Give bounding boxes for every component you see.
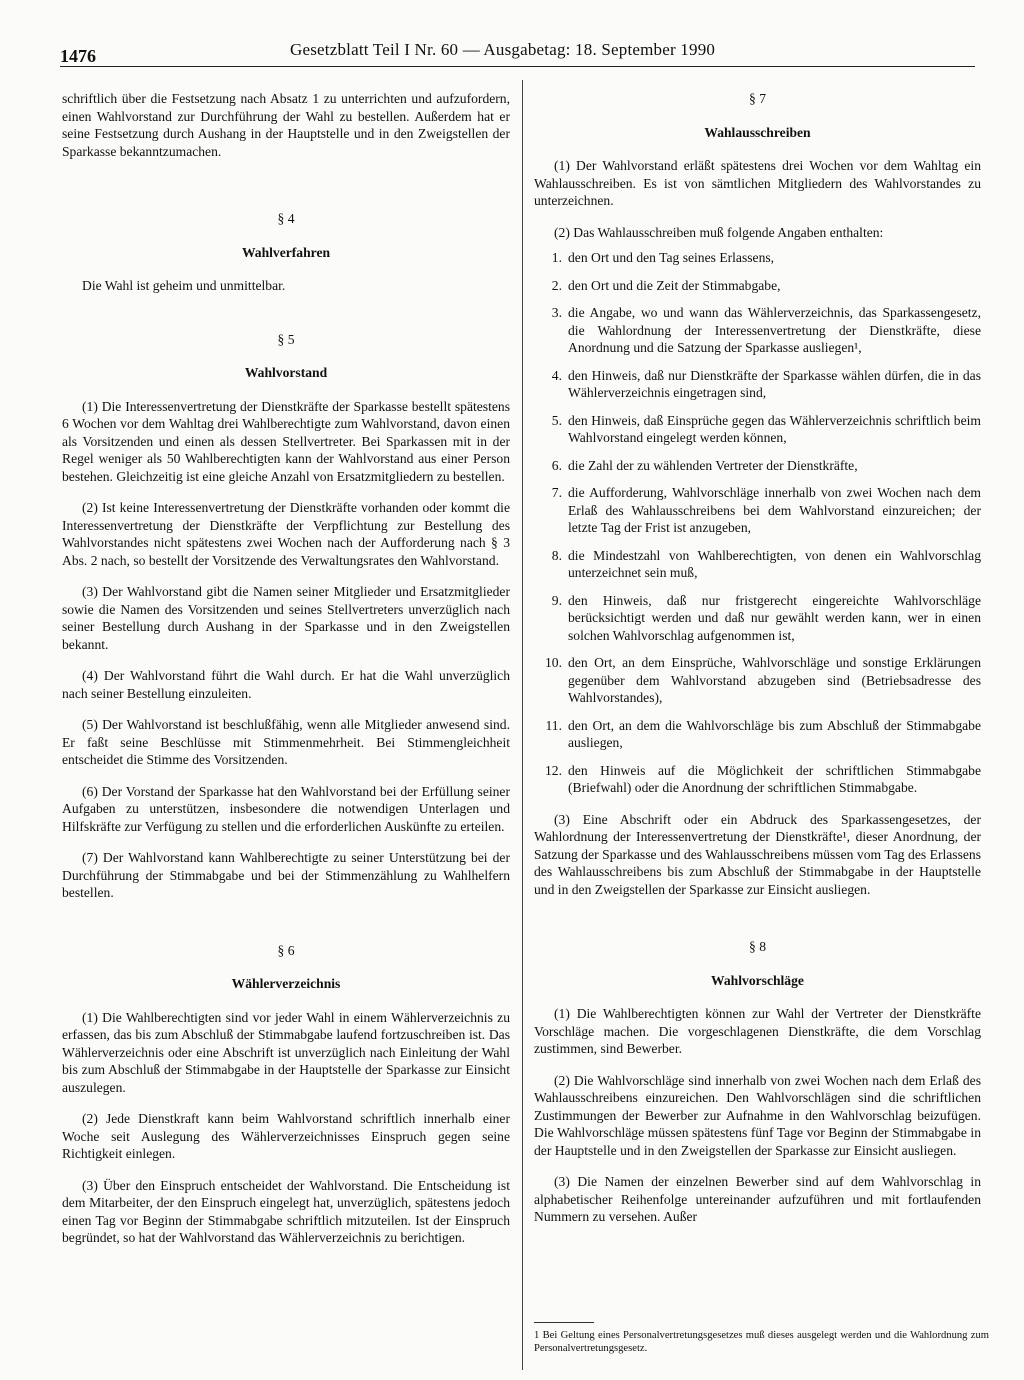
page-header [60, 40, 975, 68]
list-item-text: den Hinweis auf die Möglichkeit der schriftlichen Stimmabgabe (Briefwahl) oder die Anordnung der schriftlichen Stimmabgabe. [568, 762, 981, 795]
list-item-number: 4. [551, 367, 562, 383]
section-8-paragraph-3: (3) Die Namen der einzelnen Bewerber sind auf dem Wahlvorschlag in alphabetischer Reihenfolge untereinander aufzuführen und mit fortlaufenden Nummern zu versehen. Außer [534, 1174, 981, 1224]
section-5-paragraph-2: (2) Ist keine Interessenvertretung der Dienstkräfte vorhanden oder kommt die Interessenvertretung der Dienstkräfte der Verpflichtung zur Bestellung des Wahlvorstandes nicht spätestens zwei Wochen nach der Aufforderung nach § 3 Abs. 2 nach, so bestellt der Vorsitzende des Verwaltungsrates den Wahlvorstand. [62, 500, 510, 568]
section-6-paragraph-1: (1) Die Wahlberechtigten sind vor jeder Wahl in einem Wählerverzeichnis zu erfassen, das bis zum Abschluß der Stimmabgabe laufend fortzuschreiben ist. Das Wählerverzeichnis oder eine Abschrift ist unverzüglich nach Einleitung der Wahl bis zum Abschluß der Stimmabgabe in der Hauptstelle der Sparkasse zur Einsicht auszulegen. [62, 1009, 510, 1095]
section-8-paragraph-2: (2) Die Wahlvorschläge sind innerhalb von zwei Wochen nach dem Erlaß des Wahlausschreibens einzureichen. Den Wahlvorschlägen sind die schriftlichen Zustimmungen der Bewerber zur Aufnahme in den Wahlvorschlag beizufügen. Die Wahlvorschläge müssen spätestens fünf Tage vor Beginn der Stimmabgabe in der Hauptstelle und in den Zweigstellen der Sparkasse zur Einsicht ausliegen. [534, 1072, 981, 1158]
list-item-text: den Hinweis, daß nur fristgerecht eingereichte Wahlvorschläge berücksichtigt werden und daß nur gewählt werden kann, wer in einen solchen Wahlvorschlag aufgenommen ist, [568, 592, 981, 643]
footnote [534, 1322, 989, 1355]
list-item-number: 1. [551, 250, 562, 265]
section-8-title: Wahlvorschläge [711, 972, 804, 988]
list-item [534, 547, 981, 582]
list-item-text: die Angabe, wo und wann das Wählerverzeichnis, das Sparkassengesetz, die Wahlordnung der Interessenvertretung der Dienstkräfte, diese Anordnung und die Satzung der Sparkasse ausliegen¹, [568, 305, 981, 355]
section-5-paragraph-1: (1) Die Interessenvertretung der Dienstkräfte der Sparkasse bestellt spätestens 6 Wochen vor dem Wahltag drei Wahlberechtigte zum Wahlvorstand, davon einen als Vorsitzenden und einen als dessen Stellvertreter. Bei Sparkassen mit in der Regel weniger als 50 Wahlberechtigten kann der Wahlvorstand aus einer Person bestehen. Gleichzeitig ist eine gleiche Anzahl von Ersatzmitgliedern zu bestellen. [62, 398, 510, 484]
section-7-list [534, 249, 981, 797]
list-item-text: den Ort, an dem die Wahlvorschläge bis zum Abschluß der Stimmabgabe ausliegen, [568, 717, 981, 750]
intro-paragraph: schriftlich über die Festsetzung nach Absatz 1 zu unterrichten und aufzufordern, einen Wahlvorstand zur Durchführung der Wahl zu bestellen. Außerdem hat er seine Festsetzung durch Aushang in der Hauptstelle und in den Zweigstellen der Sparkasse bekanntzumachen. [62, 91, 510, 159]
section-5-paragraph-4: (4) Der Wahlvorstand führt die Wahl durch. Er hat die Wahl unverzüglich nach seiner Bestellung einzuleiten. [62, 668, 510, 701]
list-item-number: 2. [551, 277, 562, 293]
list-item-number: 8. [551, 547, 562, 563]
list-item-number: 11. [545, 717, 562, 733]
footnote-rule [534, 1322, 594, 1323]
list-item-text: den Ort, an dem Einsprüche, Wahlvorschläge und sonstige Erklärungen gegenüber dem Wahlvorstand abzugeben sind (Betriebsadresse des Wahlvorstandes), [568, 655, 981, 705]
gazette-title: Gesetzblatt Teil I Nr. 60 — Ausgabetag: 18. September 1990 [290, 40, 716, 59]
list-item-number: 7. [551, 485, 562, 500]
list-item [534, 304, 981, 357]
right-column [534, 90, 981, 1240]
section-6-paragraph-3: (3) Über den Einspruch entscheidet der Wahlvorstand. Die Entscheidung ist dem Mitarbeiter, der den Einspruch eingelegt hat, unverzüglich, spätestens jedoch einen Tag vor Beginn der Stimmabgabe schriftlich mitzuteilen. Ist der Einspruch begründet, so hat der Wahlvorstand das Wählerverzeichnis zu berichtigen. [62, 1177, 510, 1245]
list-item-number: 6. [551, 457, 562, 473]
section-6-title: Wählerverzeichnis [231, 976, 341, 991]
list-item-number: 12. [545, 762, 562, 778]
list-item-text: die Zahl der zu wählenden Vertreter der Dienstkräfte, [568, 457, 858, 473]
list-item [534, 654, 981, 707]
list-item-text: den Hinweis, daß nur Dienstkräfte der Sparkasse wählen dürfen, die in das Wählerverzeichnis eingetragen sind, [568, 367, 981, 400]
section-8-paragraph-1: (1) Die Wahlberechtigten können zur Wahl der Vertreter der Dienstkräfte Vorschläge machen. Die vorgeschlagenen Dienstkräfte, die dem Vorschlag zustimmen, sind Bewerber. [534, 1006, 981, 1056]
section-5-paragraph-5: (5) Der Wahlvorstand ist beschlußfähig, wenn alle Mitglieder anwesend sind. Er faßt seine Beschlüsse mit Stimmenmehrheit. Bei Stimmengleichheit entscheidet die Stimme des Vorsitzenden. [62, 717, 510, 767]
section-4-paragraph: Die Wahl ist geheim und unmittelbar. [82, 278, 286, 293]
section-7-title: Wahlausschreiben [704, 124, 811, 140]
section-4-number: § 4 [277, 211, 295, 226]
list-item [534, 762, 981, 797]
list-item-number: 9. [551, 592, 562, 608]
list-item-text: den Ort und den Tag seines Erlassens, [568, 250, 775, 265]
list-item-text: den Ort und die Zeit der Stimmabgabe, [568, 277, 781, 293]
list-item [534, 484, 981, 537]
section-8-number: § 8 [749, 939, 766, 954]
footnote-text: 1 Bei Geltung eines Personalvertretungsgesetzes muß dieses ausgelegt werden und die Wahlordnung zum Personalvertretungsgesetz. [534, 1330, 989, 1354]
page-number: 1476 [60, 46, 96, 66]
section-7-paragraph-3: (3) Eine Abschrift oder ein Abdruck des Sparkassengesetzes, der Wahlordnung der Interessenvertretung der Dienstkräfte¹, dieser Anordnung, der Satzung der Sparkasse und des Wahlausschreibens müssen vom Tag des Erlassens des Wahlausschreibens bis zum Abschluß der Stimmabgabe in der Hauptstelle und in den Zweigstellen der Sparkasse zur Einsicht ausliegen. [534, 811, 981, 897]
list-item [534, 592, 981, 645]
header-rule [60, 66, 975, 67]
section-5-title: Wahlvorstand [244, 365, 328, 380]
section-5-paragraph-7: (7) Der Wahlvorstand kann Wahlberechtigte zu seiner Unterstützung bei der Durchführung der Stimmabgabe und bei der Stimmenzählung zu Wahlhelfern bestellen. [62, 850, 510, 900]
section-6-number: § 6 [277, 942, 295, 958]
section-7-paragraph-1: (1) Der Wahlvorstand erläßt spätestens drei Wochen vor dem Wahltag ein Wahlausschreiben. Es ist von sämtlichen Mitgliedern des Wahlvorstandes zu unterzeichnen. [534, 158, 981, 208]
list-item-text: die Mindestzahl von Wahlberechtigten, von denen ein Wahlvorschlag unterzeichnet sein muß, [568, 547, 981, 580]
list-item [534, 367, 981, 402]
section-5-number: § 5 [277, 331, 295, 347]
list-item [534, 277, 981, 295]
left-column [62, 90, 510, 1261]
list-item-number: 3. [551, 305, 562, 320]
section-7-paragraph-2: (2) Das Wahlausschreiben muß folgende Angaben enthalten: [554, 224, 884, 240]
list-item [534, 412, 981, 447]
list-item-text: die Aufforderung, Wahlvorschläge innerhalb von zwei Wochen nach dem Erlaß des Wahlausschreibens bei dem Wahlvorstand einzureichen; der letzte Tag der Frist ist anzugeben, [568, 485, 981, 535]
list-item-text: den Hinweis, daß Einsprüche gegen das Wählerverzeichnis schriftlich beim Wahlvorstand eingelegt werden können, [568, 412, 981, 445]
section-5-paragraph-6: (6) Der Vorstand der Sparkasse hat den Wahlvorstand bei der Erfüllung seiner Aufgaben zu unterstützen, insbesondere die notwendigen Unterlagen und Hilfskräfte zur Verfügung zu stellen und die erforderlichen Auskünfte zu erteilen. [62, 783, 510, 834]
list-item [534, 457, 981, 475]
section-4-title: Wahlverfahren [241, 244, 331, 260]
list-item-number: 10. [545, 655, 562, 670]
list-item [534, 249, 981, 267]
list-item-number: 5. [551, 412, 562, 428]
list-item [534, 717, 981, 752]
section-7-number: § 7 [749, 91, 766, 106]
section-5-paragraph-3: (3) Der Wahlvorstand gibt die Namen seiner Mitglieder und Ersatzmitglieder sowie die Namen des Vorsitzenden und seines Stellvertreters unverzüglich nach seiner Bestellung durch Aushang in der Sparkasse und in den Zweigstellen bekannt. [62, 584, 510, 652]
section-6-paragraph-2: (2) Jede Dienstkraft kann beim Wahlvorstand schriftlich innerhalb einer Woche seit Auslegung des Wählerverzeichnisses Einspruch gegen seine Richtigkeit einlegen. [62, 1111, 510, 1161]
column-divider [522, 80, 523, 1370]
